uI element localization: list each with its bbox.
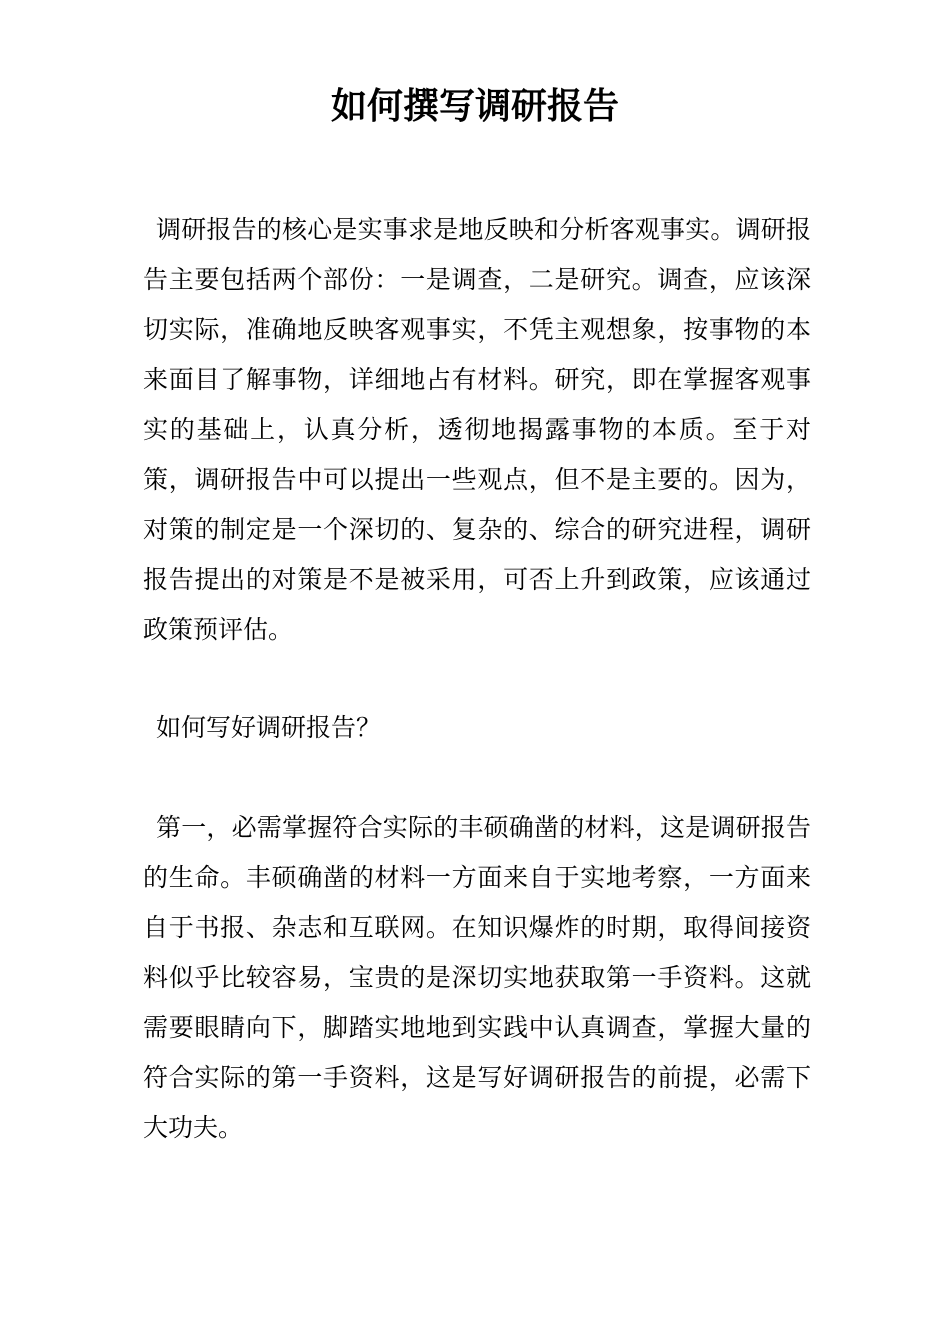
paragraph-intro: 调研报告的核心是实事求是地反映和分析客观事实。调研报告主要包括两个部份：一是调查，二是研究。调查，应该深切实际，准确地反映客观事实，不凭主观想象，按事物的本来面目了解事物，详细地占有材料。研究，即在掌握客观事实的基础上，认真分析，透彻地揭露事物的本质。至于对策，调研报告中可以提出一些观点，但不是主要的。因为，对策的制定是一个深切的、复杂的、综合的研究进程，调研报告提出的对策是不是被采用，可否上升到政策，应该通过政策预评估。 bbox=[143, 215, 811, 644]
paragraph-first-point: 第一，必需掌握符合实际的丰硕确凿的材料，这是调研报告的生命。丰硕确凿的材料一方面来自于实地考察，一方面来自于书报、杂志和互联网。在知识爆炸的时期，取得间接资料似乎比较容易，宝贵的是深切实地获取第一手资料。这就需要眼睛向下，脚踏实地地到实践中认真调查，掌握大量的符合实际的第一手资料，这是写好调研报告的前提，必需下大功夫。 bbox=[143, 813, 811, 1142]
document-title: 如何撰写调研报告 bbox=[330, 85, 619, 127]
paragraph-question: 如何写好调研报告？ bbox=[156, 713, 382, 742]
